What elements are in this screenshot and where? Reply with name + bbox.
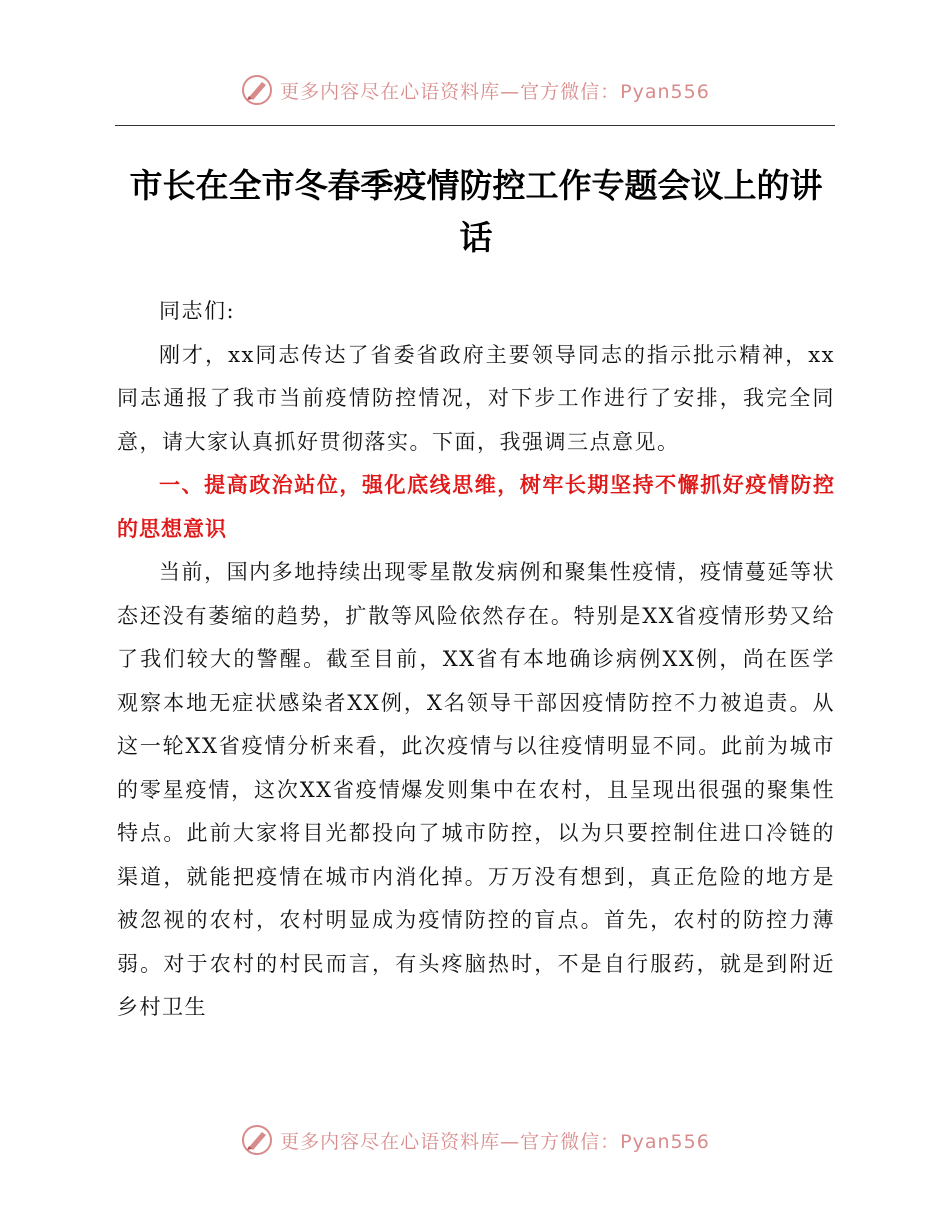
logo-icon (240, 73, 274, 107)
watermark-text: 更多内容尽在心语资料库—官方微信：Pyan556 (280, 80, 710, 103)
header-divider (115, 125, 835, 126)
document-title: 市长在全市冬春季疫情防控工作专题会议上的讲话 (129, 166, 823, 257)
section-paragraph-1: 当前，国内多地持续出现零星散发病例和聚集性疫情，疫情蔓延等状态还没有萎缩的趋势，扩散等风险依然存在。特别是XX省疫情形势又给了我们较大的警醒。截至目前，XX省有本地确诊病例XX例，尚在医学观察本地无症状感染者XX例，X名领导干部因疫情防控不力被追责。从这一轮XX省疫情分析来看，此次疫情与以往疫情明显不同。此前为城市的零星疫情，这次XX省疫情爆发则集中在农村，且呈现出很强的聚集性特点。此前大家将目光都投向了城市防控，以为只要控制住进口冷链的渠道，就能把疫情在城市内消化掉。万万没有想到，真正危险的地方是被忽视的农村，农村明显成为疫情防控的盲点。首先，农村的防控力薄弱。对于农村的村民而言，有头疼脑热时，不是自行服药，就是到附近乡村卫生 (117, 560, 835, 1019)
header-watermark (0, 70, 950, 110)
document-body (117, 160, 835, 1030)
salutation: 同志们: (159, 299, 236, 323)
watermark-text: 更多内容尽在心语资料库—官方微信：Pyan556 (280, 1130, 710, 1153)
logo-icon (240, 1123, 274, 1157)
section-heading-1: 一、提高政治站位，强化底线思维，树牢长期坚持不懈抓好疫情防控的思想意识 (117, 473, 835, 541)
intro-paragraph: 刚才，xx同志传达了省委省政府主要领导同志的指示批示精神，xx同志通报了我市当前疫情防控情况，对下步工作进行了安排，我完全同意，请大家认真抓好贯彻落实。下面，我强调三点意见。 (117, 342, 835, 454)
footer-watermark (0, 1120, 950, 1160)
